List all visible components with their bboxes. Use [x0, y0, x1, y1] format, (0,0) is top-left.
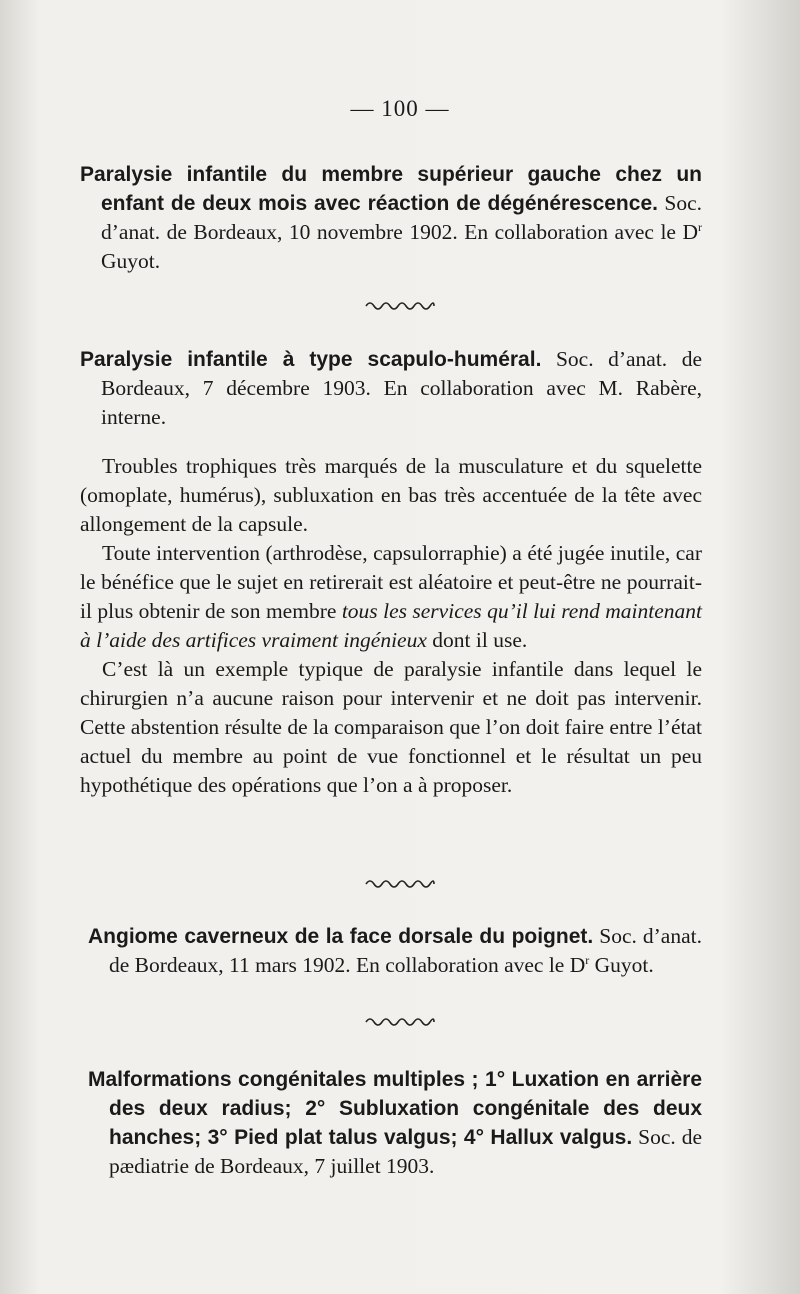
entry-paralysie-scapulo-humeral [80, 345, 702, 800]
wavy-rule-icon [364, 878, 436, 890]
page-number: — 100 — [350, 96, 450, 121]
text-run: dont il use. [426, 628, 528, 652]
entry-text [88, 922, 702, 980]
entry-reference-tail: Guyot. [101, 249, 161, 273]
entry-angiome [88, 922, 702, 980]
separator-ornament [0, 874, 800, 895]
entry-text [80, 160, 702, 276]
wavy-rule-icon [364, 300, 436, 312]
paragraph-exemple: C’est là un exemple typique de paralysie infantile dans lequel le chirurgien n’a aucune raison pour intervenir et ne doit pas intervenir. Cette abstention résulte de la comparaison que l’on doit faire entre l’état actuel du membre au point de vue fonctionnel et le résultat un peu hypothétique des opérations que l’on a à proposer. [80, 657, 702, 797]
entry-malformations [88, 1065, 702, 1181]
text-run: Toute intervention (arthrodèse, capsulorraphie) a été jugée inutile, car le bénéfice que le sujet en retirerait est aléatoire et peut-être ne pourrait-il plus obtenir de son membre [80, 541, 702, 623]
wavy-rule-icon [364, 1016, 436, 1028]
entry-reference-tail: Guyot. [589, 953, 654, 977]
entry-paralysie-membre-superieur [80, 160, 702, 276]
entry-title: Paralysie infantile du membre supérieur gauche chez un enfant de deux mois avec réaction de dégénérescence. [80, 163, 702, 215]
separator-ornament [0, 296, 800, 317]
italic-quote: tous les services qu’il lui rend maintenant à l’aide des artifices vraiment ingénieux [80, 599, 702, 652]
superscript: r [585, 952, 590, 967]
entry-text [88, 1065, 702, 1181]
entry-text [80, 345, 702, 432]
entry-reference: Soc. d’anat. de Bordeaux, 10 novembre 1902. En collaboration avec le D [101, 191, 703, 244]
entry-title: Malformations congénitales multiples ; 1° Luxation en arrière des deux radius; 2° Subluxation congénitale des deux hanches; 3° Pied plat talus valgus; 4° Hallux valgus. [88, 1068, 702, 1149]
entry-reference: Soc. de pædiatrie de Bordeaux, 7 juillet 1903. [109, 1125, 702, 1178]
separator-ornament [0, 1012, 800, 1033]
entry-title: Paralysie infantile à type scapulo-huméral. [80, 348, 542, 371]
superscript: r [698, 219, 702, 234]
entry-reference: Soc. d’anat. de Bordeaux, 11 mars 1902. En collaboration avec le D [109, 924, 702, 977]
entry-title: Angiome caverneux de la face dorsale du poignet. [88, 925, 594, 948]
paragraph-intervention [80, 539, 702, 655]
entry-reference: Soc. d’anat. de Bordeaux, 7 décembre 1903. En collaboration avec M. Rabère, interne. [101, 347, 703, 429]
paragraph-troubles: Troubles trophiques très marqués de la musculature et du squelette (omoplate, humérus), subluxation en bas très accentuée de la tête avec allongement de la capsule. [80, 454, 702, 536]
